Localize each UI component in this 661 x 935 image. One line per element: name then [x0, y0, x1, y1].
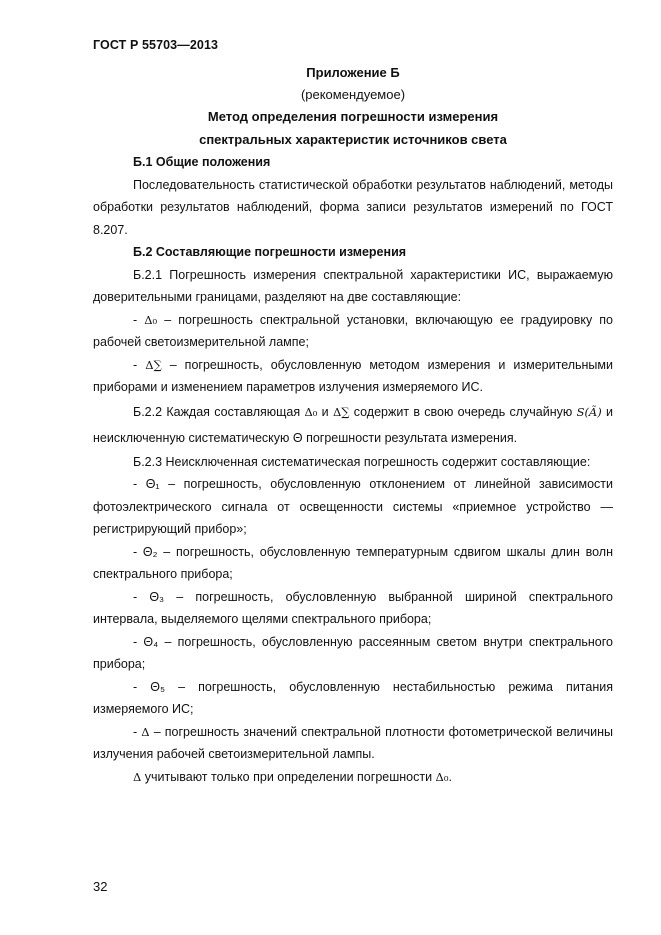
delta-item: - Δ – погрешность значений спектральной плотности фотометрической величины излучения рабочей светоизмерительной лампы.: [93, 724, 613, 761]
section-b2-heading: Б.2 Составляющие погрешности измерения: [133, 245, 407, 259]
page-number: 32: [93, 879, 108, 894]
clause-b21-paragraph: Б.2.1 Погрешность измерения спектральной характеристики ИС, выражаемую доверительными границами, разделяют на две составляющие:: [93, 267, 613, 304]
appendix-subtitle: (рекомендуемое): [300, 87, 406, 102]
delta-sum-symbol: Δ∑: [145, 357, 162, 372]
theta1-item: - Θ₁ – погрешность, обусловленную отклонением от линейной зависимости фотоэлектрического сигнала от освещенности системы «приемное устройство — регистрирующий прибор»;: [93, 477, 613, 536]
delta-symbol: Δ: [141, 724, 150, 739]
final-note: Δ учитывают только при определении погрешности Δ₀.: [133, 769, 452, 784]
component-delta0-item: - Δ₀ – погрешность спектральной установки, включающую ее градуировку по рабочей светоизмерительной лампе;: [93, 312, 613, 349]
section-b1-paragraph: Последовательность статистической обработки результатов наблюдений, методы обработки результатов наблюдений, форма записи результатов измерений по ГОСТ 8.207.: [93, 177, 613, 237]
clause-b23-paragraph: Б.2.3 Неисключенная систематическая погрешность содержит составляющие:: [133, 454, 591, 469]
section-b1-heading: Б.1 Общие положения: [133, 155, 271, 169]
delta0-symbol: Δ₀: [304, 404, 318, 419]
delta0-symbol: Δ₀: [435, 769, 449, 784]
standard-designation: ГОСТ Р 55703—2013: [93, 38, 219, 52]
delta-sum-symbol: Δ∑: [332, 404, 350, 419]
clause-b22-paragraph: Б.2.2 Каждая составляющая Δ₀ и Δ∑ содержит в свою очередь случайную S(Ã) и неисключенную систематическую Θ погрешности результата измерения.: [93, 404, 613, 445]
appendix-heading-line2: спектральных характеристик источников света: [199, 132, 507, 147]
component-delta-sum-item: - Δ∑ – погрешность, обусловленную методом измерения и измерительными приборами и изменением параметров излучения измеряемого ИС.: [93, 357, 613, 394]
theta4-item: - Θ₄ – погрешность, обусловленную рассеянным светом внутри спектрального прибора;: [93, 634, 613, 671]
delta0-symbol: Δ₀: [144, 312, 158, 327]
theta3-item: - Θ₃ – погрешность, обусловленную выбранной шириной спектрального интервала, выделяемого щелями спектрального прибора;: [93, 589, 613, 626]
appendix-heading-line1: Метод определения погрешности измерения: [207, 109, 499, 124]
theta5-item: - Θ₅ – погрешность, обусловленную нестабильностью режима питания измеряемого ИС;: [93, 679, 613, 716]
theta2-item: - Θ₂ – погрешность, обусловленную температурным сдвигом шкалы длин волн спектрального прибора;: [93, 544, 613, 581]
delta-symbol: Δ: [133, 769, 142, 784]
appendix-title: Приложение Б: [306, 65, 400, 80]
random-error-formula: S(Ã): [576, 404, 602, 419]
document-body: [93, 151, 613, 788]
